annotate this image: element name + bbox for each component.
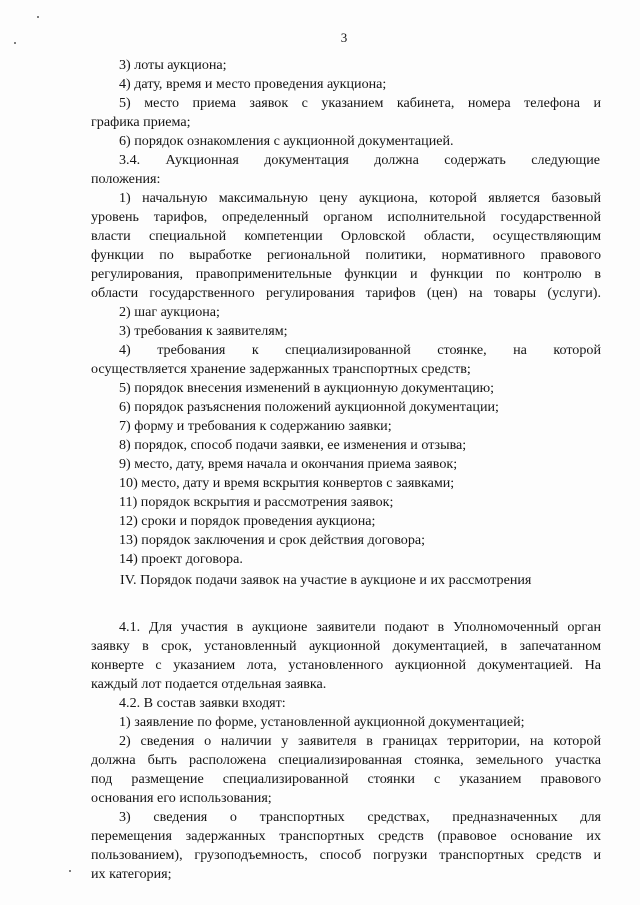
text-line: 12) сроки и порядок проведения аукциона; <box>119 513 376 529</box>
text-line: уровень тарифов, определенный органом исполнительной государственной <box>91 209 601 225</box>
text-line: должна быть расположена специализированная стоянка, земельного участка <box>91 752 601 768</box>
text-line: их категория; <box>91 866 172 882</box>
text-line: основания его использования; <box>91 790 272 806</box>
text-line: осуществляется хранение задержанных транспортных средств; <box>91 361 471 377</box>
text-line: перемещения задержанных транспортных средств (правовое основание их <box>91 828 601 844</box>
text-line: положения: <box>91 171 161 187</box>
text-line: 14) проект договора. <box>119 551 243 567</box>
scan-speck <box>37 16 39 18</box>
text-line: 13) порядок заключения и срок действия договора; <box>119 532 426 548</box>
text-line: 3) сведения о транспортных средствах, предназначенных для <box>119 809 601 825</box>
text-line: под размещение специализированной стоянки с указанием правового <box>91 771 601 787</box>
text-line: 3) требования к заявителям; <box>119 323 288 339</box>
text-line: функции по выработке региональной политики, нормативного правового <box>91 247 601 263</box>
text-line: 4.2. В состав заявки входят: <box>119 695 286 711</box>
text-line: пользованием), грузоподъемность, способ погрузки транспортных средств и <box>91 847 601 863</box>
text-line: 4.1. Для участия в аукционе заявители подают в Уполномоченный орган <box>119 619 601 635</box>
text-line: 5) порядок внесения изменений в аукционную документацию; <box>119 380 495 396</box>
text-line: 4) требования к специализированной стоянке, на которой <box>119 342 601 358</box>
text-line: 6) порядок ознакомления с аукционной документацией. <box>119 133 454 149</box>
text-line: 10) место, дату и время вскрытия конвертов с заявками; <box>119 475 455 491</box>
text-line: заявку в срок, установленный аукционной документацией, в запечатанном <box>91 638 601 654</box>
text-line: 3) лоты аукциона; <box>119 57 227 73</box>
text-line: 11) порядок вскрытия и рассмотрения заявок; <box>119 494 394 510</box>
scan-speck <box>69 870 71 872</box>
text-line: 4) дату, время и место проведения аукциона; <box>119 76 387 92</box>
text-line: 1) начальную максимальную цену аукциона, которой является базовый <box>119 190 601 206</box>
section-heading: IV. Порядок подачи заявок на участие в аукционе и их рассмотрения <box>120 572 532 588</box>
text-line: области государственного регулирования тарифов (цен) на товары (услуги). <box>91 285 601 301</box>
text-line: власти специальной компетенции Орловской области, осуществляющим <box>91 228 601 244</box>
text-line: 1) заявление по форме, установленной аукционной документацией; <box>119 714 525 730</box>
text-line: 2) сведения о наличии у заявителя в границах территории, на которой <box>119 733 601 749</box>
text-line: каждый лот подается отдельная заявка. <box>91 676 327 692</box>
text-line: конверте с указанием лота, установленного аукционной документацией. На <box>91 657 601 673</box>
text-line: регулирования, правоприменительные функции и функции по контролю в <box>91 266 601 282</box>
text-line: 3.4. Аукционная документация должна содержать следующие <box>119 152 600 168</box>
text-line: 9) место, дату, время начала и окончания приема заявок; <box>119 456 458 472</box>
text-line: 6) порядок разъяснения положений аукционной документации; <box>119 399 499 415</box>
text-line: 5) место приема заявок с указанием кабинета, номера телефона и <box>119 95 601 111</box>
page-number: 3 <box>340 30 348 45</box>
text-line: 2) шаг аукциона; <box>119 304 220 320</box>
text-line: 7) форму и требования к содержанию заявки; <box>119 418 392 434</box>
text-line: графика приема; <box>91 114 191 130</box>
text-line: 8) порядок, способ подачи заявки, ее изменения и отзыва; <box>119 437 467 453</box>
